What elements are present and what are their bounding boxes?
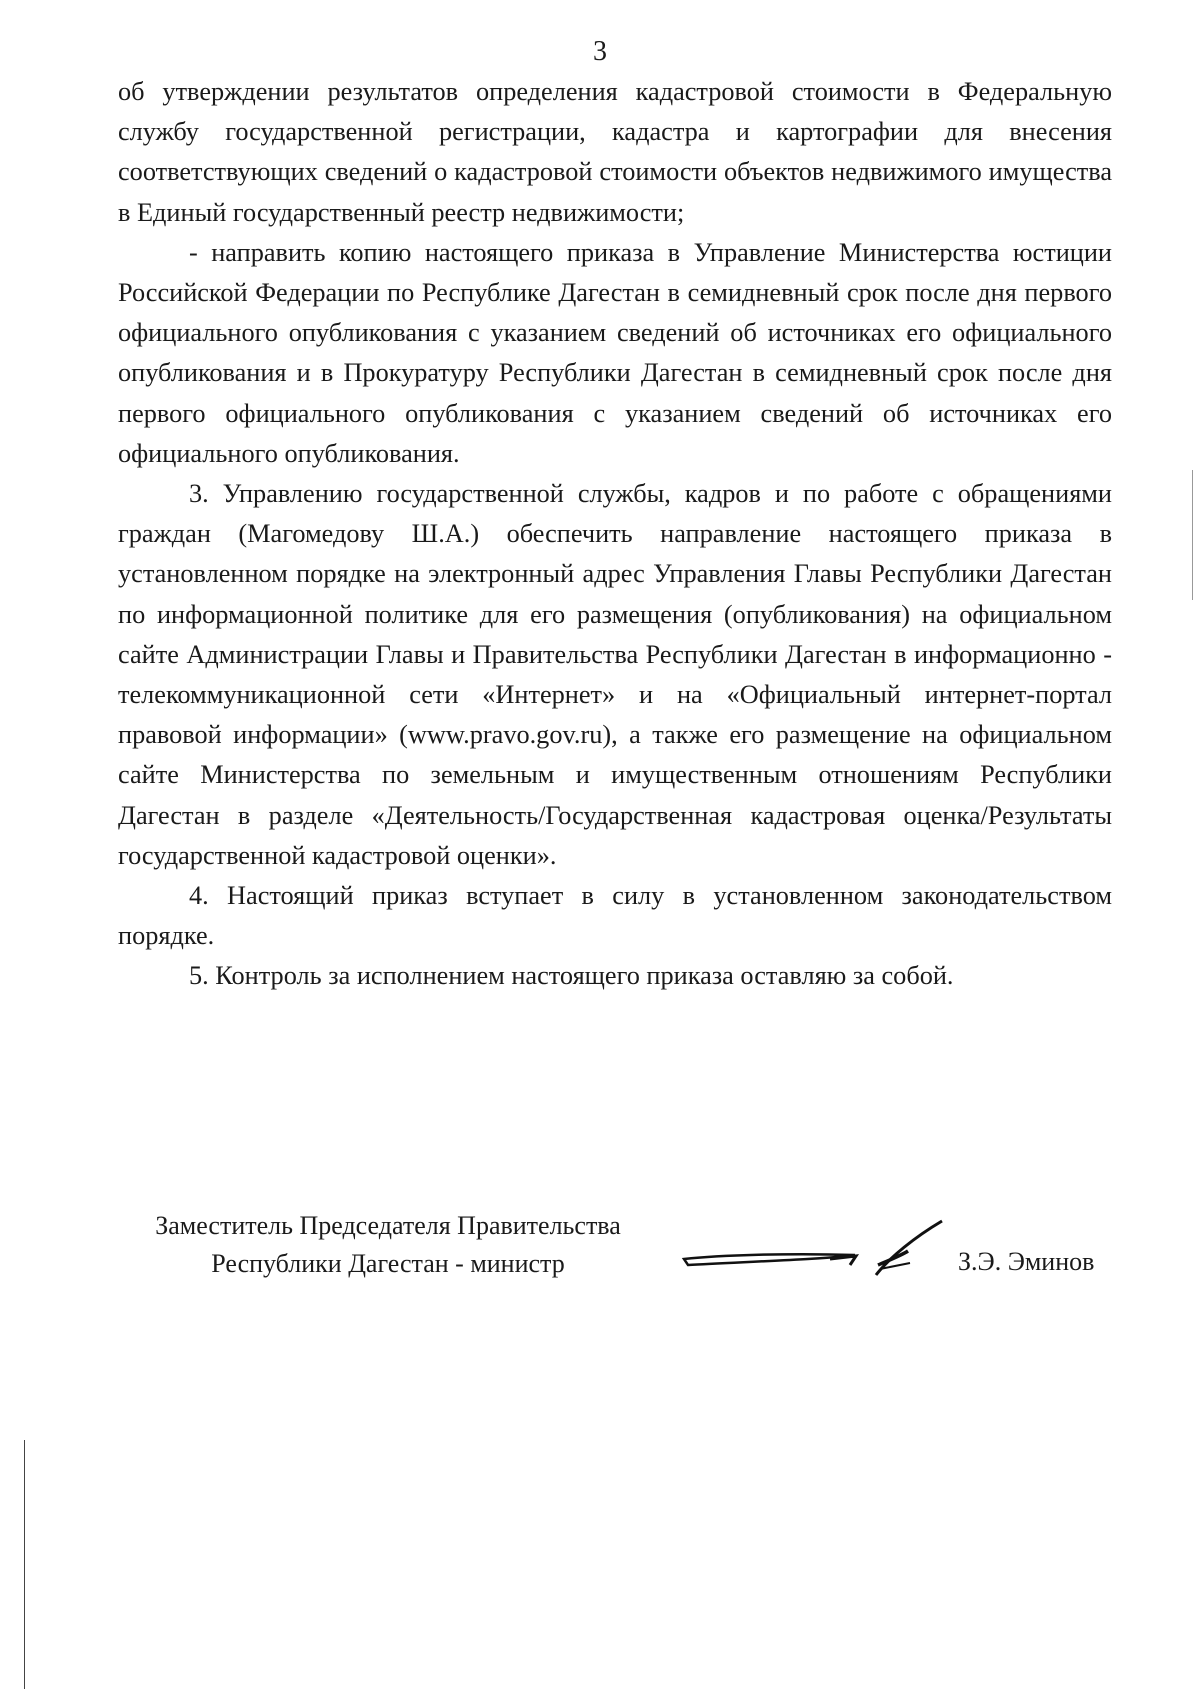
signatory-title-line2: Республики Дагестан - министр	[211, 1249, 565, 1278]
paragraph-item-3: 3. Управлению государственной службы, кадров и по работе с обращениями граждан (Магомедову Ш.А.) обеспечить направление настоящего приказа в установленном порядке на электронный адрес Управления Главы Республики Дагестан по информационной политике для его размещения (опубликования) на официальном сайте Администрации Главы и Правительства Республики Дагестан в информационно - телекоммуникационной сети «Интернет» и на «Официальный интернет-портал правовой информации» (www.pravo.gov.ru), а также его размещение на официальном сайте Министерства по земельным и имущественным отношениям Республики Дагестан в разделе «Деятельность/Государственная кадастровая оценка/Результаты государственной кадастровой оценки».	[118, 479, 1112, 870]
page-number: 3	[593, 36, 607, 67]
signatory-title-line1: Заместитель Председателя Правительства	[155, 1211, 621, 1240]
paragraph-item-5: 5. Контроль за исполнением настоящего приказа оставляю за собой.	[189, 961, 954, 991]
scan-artifact-left	[24, 1440, 25, 1689]
signatory-title	[128, 1207, 648, 1283]
document-body	[118, 72, 1112, 997]
paragraph-justice-ministry: - направить копию настоящего приказа в Управление Министерства юстиции Российской Федерации по Республике Дагестан в семидневный срок после дня первого официального опубликования с указанием сведений об источниках его официального опубликования и в Прокуратуру Республики Дагестан в семидневный срок после дня первого официального опубликования с указанием сведений об источниках его официального опубликования.	[118, 237, 1112, 468]
paragraph-continuation: об утверждении результатов определения кадастровой стоимости в Федеральную службу государственной регистрации, кадастра и картографии для внесения соответствующих сведений о кадастровой стоимости объектов недвижимого имущества в Единый государственный реестр недвижимости;	[118, 77, 1112, 227]
handwritten-signature	[680, 1207, 980, 1287]
signature-block	[0, 1207, 1200, 1287]
paragraph-item-4: 4. Настоящий приказ вступает в силу в установленном законодательством порядке.	[118, 881, 1112, 951]
scan-artifact-right	[1192, 470, 1193, 600]
signatory-name: З.Э. Эминов	[958, 1247, 1095, 1276]
